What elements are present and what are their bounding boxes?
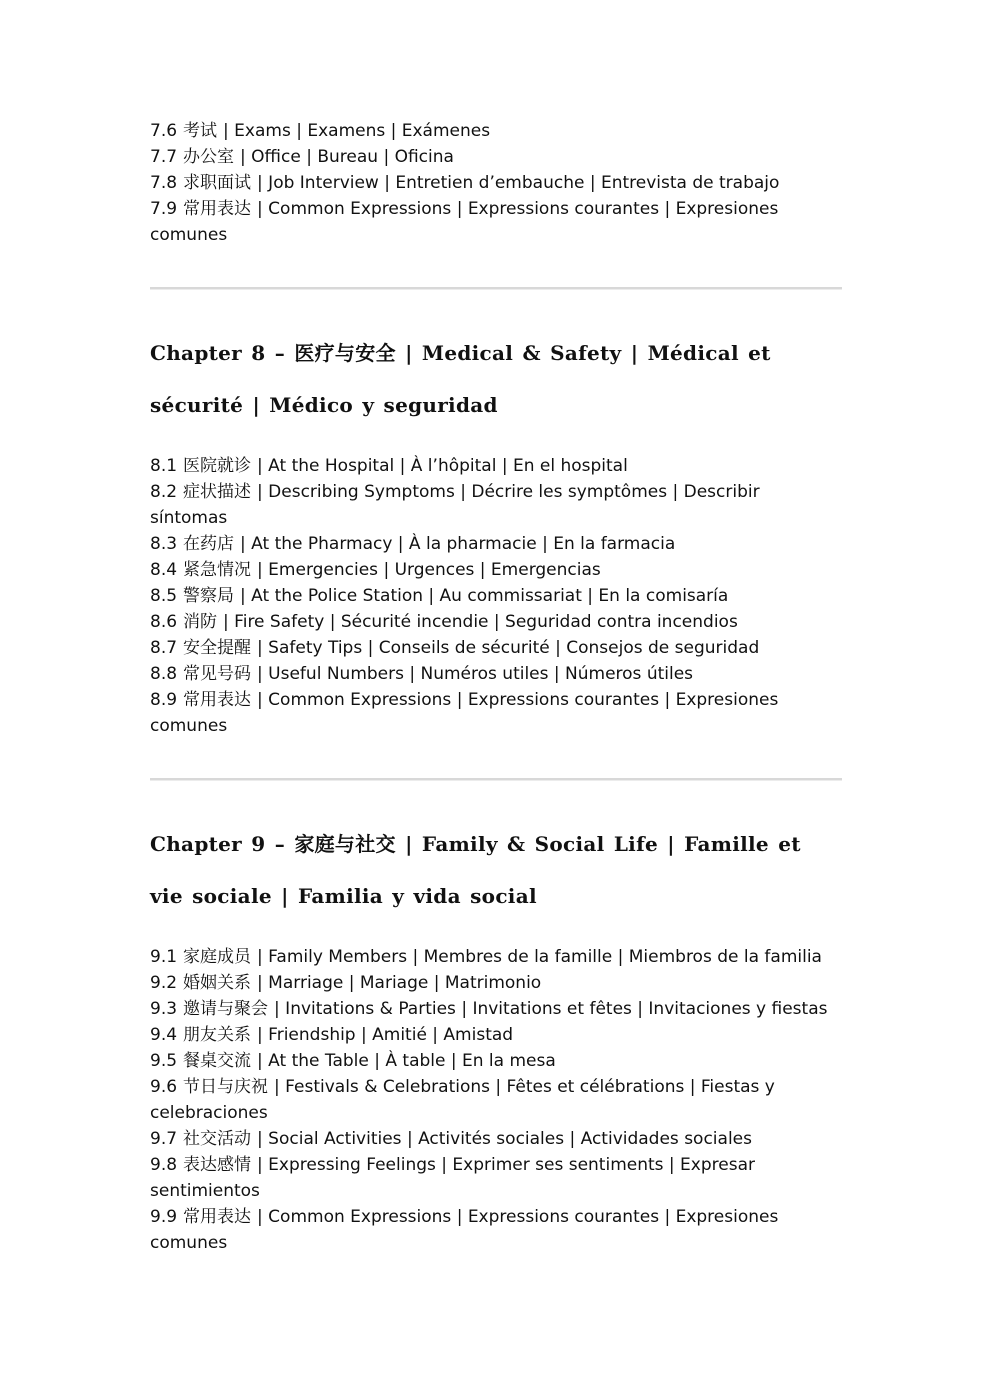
list-item: 8.5 警察局 | At the Police Station | Au commissariat | En la comisaría bbox=[150, 586, 729, 606]
list-item: 9.5 餐桌交流 | At the Table | À table | En la mesa bbox=[150, 1051, 556, 1071]
chapter-9-heading: Chapter 9 – 家庭与社交 | Family & Social Life | Famille et vie sociale | Familia y vida social bbox=[150, 832, 801, 908]
list-item: 8.6 消防 | Fire Safety | Sécurité incendie | Seguridad contra incendios bbox=[150, 612, 738, 632]
list-item: 8.4 紧急情况 | Emergencies | Urgences | Emergencias bbox=[150, 560, 601, 580]
list-item: 8.9 常用表达 | Common Expressions | Expressions courantes | Expresiones comunes bbox=[150, 690, 779, 736]
list-item: 9.2 婚姻关系 | Marriage | Mariage | Matrimonio bbox=[150, 973, 542, 993]
chapter-7-items bbox=[150, 118, 842, 248]
list-item: 8.8 常见号码 | Useful Numbers | Numéros utiles | Números útiles bbox=[150, 664, 694, 684]
list-item: 8.7 安全提醒 | Safety Tips | Conseils de sécurité | Consejos de seguridad bbox=[150, 638, 760, 658]
list-item: 9.4 朋友关系 | Friendship | Amitié | Amistad bbox=[150, 1025, 514, 1045]
chapter-9-items bbox=[150, 944, 842, 1256]
list-item: 9.6 节日与庆祝 | Festivals & Celebrations | Fêtes et célébrations | Fiestas y celebraciones bbox=[150, 1077, 775, 1123]
list-item: 9.7 社交活动 | Social Activities | Activités sociales | Actividades sociales bbox=[150, 1129, 752, 1149]
list-item: 9.3 邀请与聚会 | Invitations & Parties | Invitations et fêtes | Invitaciones y fiestas bbox=[150, 999, 828, 1019]
document-page bbox=[150, 118, 842, 1256]
list-item: 9.8 表达感情 | Expressing Feelings | Exprimer ses sentiments | Expresar sentimientos bbox=[150, 1155, 755, 1201]
list-item: 9.9 常用表达 | Common Expressions | Expressions courantes | Expresiones comunes bbox=[150, 1207, 779, 1253]
chapter-8-items bbox=[150, 453, 842, 739]
list-item: 7.6 考试 | Exams | Examens | Exámenes bbox=[150, 121, 491, 141]
list-item: 8.2 症状描述 | Describing Symptoms | Décrire les symptômes | Describir síntomas bbox=[150, 482, 760, 528]
list-item: 9.1 家庭成员 | Family Members | Membres de la famille | Miembros de la familia bbox=[150, 947, 822, 967]
list-item: 8.1 医院就诊 | At the Hospital | À l’hôpital | En el hospital bbox=[150, 456, 628, 476]
chapter-8-heading: Chapter 8 – 医疗与安全 | Medical & Safety | Médical et sécurité | Médico y seguridad bbox=[150, 341, 771, 417]
list-item: 7.9 常用表达 | Common Expressions | Expressions courantes | Expresiones comunes bbox=[150, 199, 779, 245]
list-item: 8.3 在药店 | At the Pharmacy | À la pharmacie | En la farmacia bbox=[150, 534, 676, 554]
list-item: 7.8 求职面试 | Job Interview | Entretien d’embauche | Entrevista de trabajo bbox=[150, 173, 780, 193]
list-item: 7.7 办公室 | Office | Bureau | Oficina bbox=[150, 147, 454, 167]
